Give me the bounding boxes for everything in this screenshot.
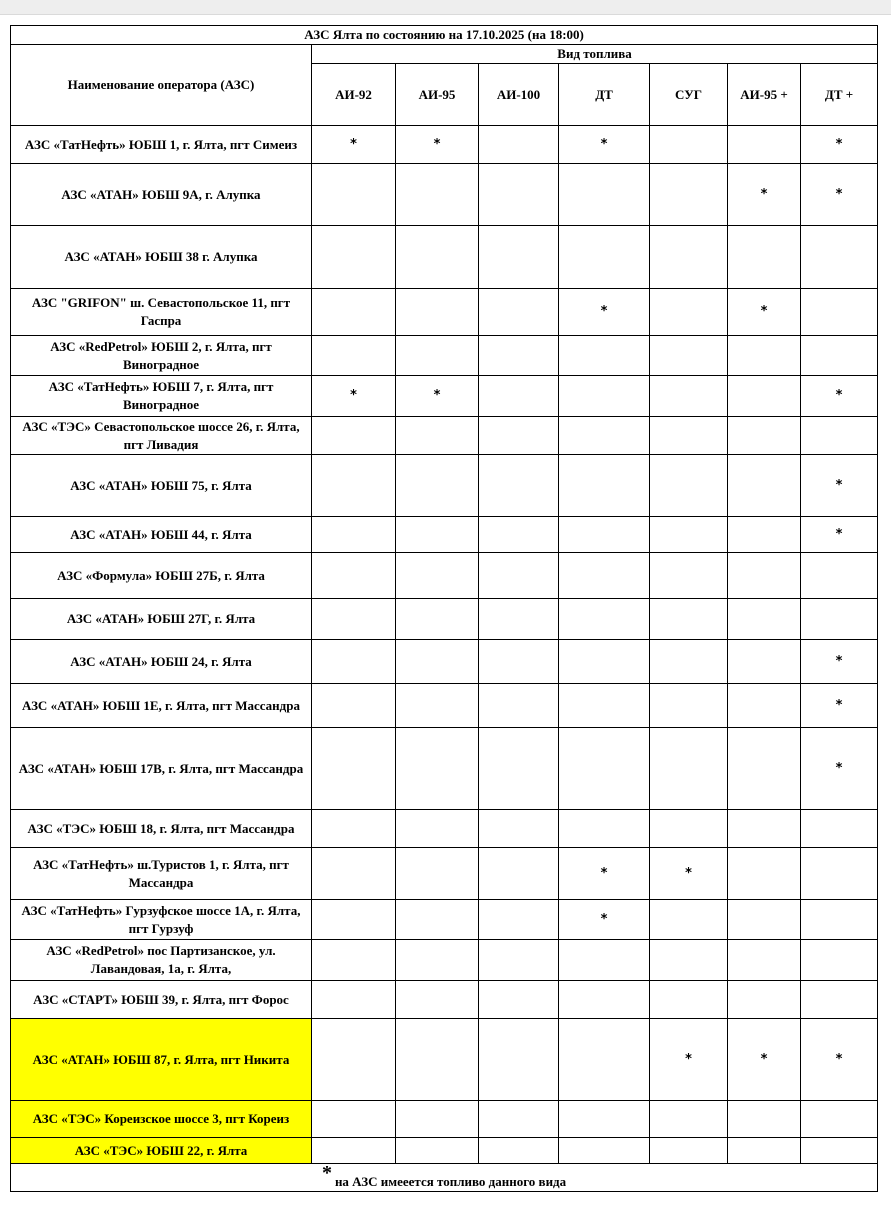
fuel-availability-cell xyxy=(396,336,479,376)
fuel-availability-cell xyxy=(312,553,396,599)
fuel-availability-cell xyxy=(559,455,650,517)
fuel-availability-cell: * xyxy=(801,640,878,684)
fuel-availability-cell xyxy=(396,940,479,981)
table-row xyxy=(11,1019,878,1101)
fuel-availability-cell xyxy=(801,599,878,640)
fuel-availability-cell xyxy=(801,900,878,940)
table-row xyxy=(11,848,878,900)
table-row xyxy=(11,640,878,684)
fuel-availability-cell: * xyxy=(396,126,479,164)
station-name-cell: АЗС «АТАН» ЮБШ 38 г. Алупка xyxy=(11,226,312,289)
fuel-availability-cell xyxy=(728,848,801,900)
fuel-availability-cell xyxy=(728,1101,801,1138)
fuel-availability-cell xyxy=(559,940,650,981)
fuel-availability-cell xyxy=(396,517,479,553)
fuel-availability-cell xyxy=(479,810,559,848)
fuel-availability-cell xyxy=(396,455,479,517)
fuel-availability-cell xyxy=(479,848,559,900)
fuel-availability-cell xyxy=(312,289,396,336)
fuel-type-group-header: Вид топлива xyxy=(312,45,878,64)
station-name-cell: АЗС «ТЭС» ЮБШ 18, г. Ялта, пгт Массандра xyxy=(11,810,312,848)
fuel-availability-cell xyxy=(728,455,801,517)
fuel-availability-cell: * xyxy=(312,376,396,417)
fuel-availability-cell xyxy=(396,1101,479,1138)
fuel-availability-cell xyxy=(559,810,650,848)
fuel-availability-cell: * xyxy=(801,517,878,553)
table-row xyxy=(11,455,878,517)
fuel-availability-cell: * xyxy=(559,289,650,336)
station-name-cell: АЗС «ТатНефть» ЮБШ 7, г. Ялта, пгт Виноградное xyxy=(11,376,312,417)
table-row xyxy=(11,289,878,336)
station-name-cell: АЗС «АТАН» ЮБШ 24, г. Ялта xyxy=(11,640,312,684)
fuel-availability-cell xyxy=(801,1138,878,1164)
fuel-availability-cell xyxy=(312,940,396,981)
fuel-availability-cell xyxy=(312,848,396,900)
fuel-availability-cell xyxy=(728,599,801,640)
station-name-cell: АЗС «АТАН» ЮБШ 1Е, г. Ялта, пгт Массандра xyxy=(11,684,312,728)
fuel-availability-cell xyxy=(479,417,559,455)
fuel-availability-cell xyxy=(312,981,396,1019)
fuel-availability-cell: * xyxy=(559,126,650,164)
station-name-cell: АЗС «АТАН» ЮБШ 87, г. Ялта, пгт Никита xyxy=(11,1019,312,1101)
fuel-column-header: ДТ + xyxy=(801,64,878,126)
stations-body xyxy=(11,126,878,1164)
fuel-availability-cell xyxy=(650,126,728,164)
fuel-availability-cell: * xyxy=(801,126,878,164)
fuel-availability-cell xyxy=(728,900,801,940)
fuel-availability-cell xyxy=(479,640,559,684)
fuel-availability-cell xyxy=(396,848,479,900)
fuel-availability-cell xyxy=(728,640,801,684)
table-row xyxy=(11,1138,878,1164)
fuel-column-header: АИ-92 xyxy=(312,64,396,126)
fuel-availability-cell: * xyxy=(396,376,479,417)
fuel-availability-cell xyxy=(650,164,728,226)
fuel-availability-cell xyxy=(650,455,728,517)
fuel-availability-cell xyxy=(728,981,801,1019)
table-row xyxy=(11,517,878,553)
operator-column-header: Наименование оператора (АЗС) xyxy=(11,45,312,126)
fuel-availability-cell xyxy=(801,940,878,981)
fuel-availability-cell xyxy=(650,1138,728,1164)
fuel-availability-cell: * xyxy=(650,1019,728,1101)
station-name-cell: АЗС «RedPetrol» ЮБШ 2, г. Ялта, пгт Виноградное xyxy=(11,336,312,376)
fuel-availability-cell xyxy=(728,226,801,289)
station-name-cell: АЗС «СТАРТ» ЮБШ 39, г. Ялта, пгт Форос xyxy=(11,981,312,1019)
fuel-availability-cell xyxy=(650,336,728,376)
fuel-availability-cell xyxy=(312,1138,396,1164)
fuel-availability-cell xyxy=(559,553,650,599)
fuel-availability-cell xyxy=(801,226,878,289)
footnote-text: на АЗС имееется топливо данного вида xyxy=(334,1174,567,1189)
fuel-availability-cell xyxy=(479,900,559,940)
fuel-availability-cell xyxy=(559,226,650,289)
fuel-availability-cell xyxy=(312,1101,396,1138)
fuel-availability-cell xyxy=(728,553,801,599)
station-name-cell: АЗС «ТатНефть» Гурзуфское шоссе 1А, г. Ялта, пгт Гурзуф xyxy=(11,900,312,940)
fuel-availability-cell xyxy=(479,1019,559,1101)
fuel-availability-cell xyxy=(650,417,728,455)
fuel-availability-cell: * xyxy=(801,1019,878,1101)
fuel-availability-cell xyxy=(650,981,728,1019)
fuel-availability-cell xyxy=(728,417,801,455)
table-row xyxy=(11,336,878,376)
fuel-availability-cell xyxy=(479,1138,559,1164)
fuel-availability-cell xyxy=(559,640,650,684)
fuel-availability-cell xyxy=(650,640,728,684)
fuel-availability-cell xyxy=(312,455,396,517)
fuel-availability-cell xyxy=(559,1019,650,1101)
fuel-column-header: ДТ xyxy=(559,64,650,126)
fuel-availability-cell xyxy=(396,1019,479,1101)
fuel-availability-cell: * xyxy=(312,126,396,164)
station-name-cell: АЗС «ТатНефть» ш.Туристов 1, г. Ялта, пгт Массандра xyxy=(11,848,312,900)
fuel-availability-cell xyxy=(479,599,559,640)
fuel-availability-cell xyxy=(559,164,650,226)
fuel-availability-cell xyxy=(650,599,728,640)
station-name-cell: АЗС «ТЭС» Кореизское шоссе 3, пгт Кореиз xyxy=(11,1101,312,1138)
fuel-availability-cell xyxy=(479,981,559,1019)
fuel-availability-cell xyxy=(396,640,479,684)
fuel-availability-cell xyxy=(650,553,728,599)
fuel-availability-cell xyxy=(801,981,878,1019)
fuel-availability-cell xyxy=(479,684,559,728)
table-row xyxy=(11,164,878,226)
fuel-availability-cell xyxy=(650,376,728,417)
fuel-availability-cell xyxy=(728,940,801,981)
fuel-availability-cell xyxy=(650,517,728,553)
fuel-availability-cell xyxy=(312,417,396,455)
fuel-availability-cell xyxy=(801,336,878,376)
fuel-availability-cell xyxy=(801,289,878,336)
station-name-cell: АЗС «ТЭС» ЮБШ 22, г. Ялта xyxy=(11,1138,312,1164)
fuel-availability-cell xyxy=(650,900,728,940)
table-row xyxy=(11,417,878,455)
fuel-availability-cell: * xyxy=(728,1019,801,1101)
fuel-availability-cell xyxy=(479,940,559,981)
table-row xyxy=(11,1101,878,1138)
fuel-column-header: АИ-100 xyxy=(479,64,559,126)
fuel-availability-cell xyxy=(479,1101,559,1138)
fuel-availability-cell xyxy=(801,1101,878,1138)
fuel-availability-cell xyxy=(396,599,479,640)
table-row xyxy=(11,599,878,640)
fuel-availability-cell xyxy=(559,728,650,810)
fuel-availability-cell xyxy=(479,336,559,376)
fuel-availability-cell xyxy=(479,517,559,553)
fuel-availability-cell xyxy=(396,684,479,728)
fuel-availability-cell xyxy=(728,1138,801,1164)
station-name-cell: АЗС «АТАН» ЮБШ 75, г. Ялта xyxy=(11,455,312,517)
fuel-availability-cell xyxy=(801,810,878,848)
fuel-availability-cell xyxy=(396,900,479,940)
table-row xyxy=(11,553,878,599)
fuel-availability-cell xyxy=(396,728,479,810)
fuel-availability-cell xyxy=(312,599,396,640)
station-name-cell: АЗС «АТАН» ЮБШ 9А, г. Алупка xyxy=(11,164,312,226)
fuel-availability-cell xyxy=(559,417,650,455)
fuel-availability-cell: * xyxy=(801,684,878,728)
fuel-availability-cell xyxy=(396,289,479,336)
fuel-availability-cell xyxy=(396,553,479,599)
fuel-availability-cell xyxy=(801,417,878,455)
fuel-availability-cell xyxy=(728,126,801,164)
station-name-cell: АЗС «АТАН» ЮБШ 44, г. Ялта xyxy=(11,517,312,553)
fuel-availability-cell xyxy=(312,810,396,848)
fuel-availability-cell xyxy=(650,940,728,981)
fuel-availability-cell xyxy=(479,164,559,226)
table-row xyxy=(11,940,878,981)
fuel-availability-cell xyxy=(559,336,650,376)
fuel-availability-cell: * xyxy=(728,289,801,336)
fuel-availability-cell xyxy=(396,417,479,455)
fuel-availability-cell xyxy=(312,900,396,940)
fuel-availability-cell: * xyxy=(801,164,878,226)
fuel-availability-cell xyxy=(650,684,728,728)
table-title: АЗС Ялта по состоянию на 17.10.2025 (на 18:00) xyxy=(11,26,878,45)
footnote-symbol: * xyxy=(321,1163,332,1184)
fuel-availability-cell xyxy=(650,289,728,336)
table-row xyxy=(11,810,878,848)
fuel-availability-cell xyxy=(559,1101,650,1138)
fuel-availability-cell xyxy=(396,1138,479,1164)
fuel-availability-cell xyxy=(801,848,878,900)
fuel-availability-cell xyxy=(312,517,396,553)
table-row xyxy=(11,376,878,417)
fuel-availability-cell xyxy=(728,810,801,848)
fuel-availability-cell xyxy=(479,455,559,517)
station-name-cell: АЗС «Формула» ЮБШ 27Б, г. Ялта xyxy=(11,553,312,599)
fuel-availability-cell xyxy=(728,684,801,728)
station-name-cell: АЗС «АТАН» ЮБШ 27Г, г. Ялта xyxy=(11,599,312,640)
footnote xyxy=(11,1164,878,1192)
fuel-availability-cell xyxy=(312,1019,396,1101)
fuel-availability-cell xyxy=(396,226,479,289)
fuel-availability-cell: * xyxy=(559,848,650,900)
fuel-availability-cell: * xyxy=(559,900,650,940)
fuel-availability-cell xyxy=(312,684,396,728)
station-name-cell: АЗС «ТатНефть» ЮБШ 1, г. Ялта, пгт Симеиз xyxy=(11,126,312,164)
fuel-availability-cell xyxy=(312,164,396,226)
fuel-availability-table xyxy=(10,25,878,1192)
fuel-availability-cell: * xyxy=(801,376,878,417)
table-row xyxy=(11,126,878,164)
fuel-availability-cell xyxy=(801,553,878,599)
table-row xyxy=(11,684,878,728)
table-row xyxy=(11,981,878,1019)
fuel-availability-cell xyxy=(650,810,728,848)
fuel-availability-cell xyxy=(479,226,559,289)
fuel-availability-cell xyxy=(559,1138,650,1164)
fuel-availability-cell xyxy=(479,553,559,599)
table-row xyxy=(11,728,878,810)
viewer-top-bar xyxy=(0,0,891,15)
fuel-availability-cell xyxy=(396,164,479,226)
fuel-column-header: АИ-95 xyxy=(396,64,479,126)
fuel-availability-cell xyxy=(559,684,650,728)
station-name-cell: АЗС «ТЭС» Севастопольское шоссе 26, г. Ялта, пгт Ливадия xyxy=(11,417,312,455)
fuel-availability-cell xyxy=(312,640,396,684)
fuel-availability-cell xyxy=(728,376,801,417)
fuel-availability-cell xyxy=(479,728,559,810)
fuel-availability-cell: * xyxy=(801,728,878,810)
fuel-availability-cell xyxy=(559,599,650,640)
fuel-availability-cell xyxy=(728,728,801,810)
fuel-availability-cell xyxy=(312,728,396,810)
fuel-availability-cell xyxy=(559,376,650,417)
fuel-availability-cell xyxy=(728,336,801,376)
fuel-availability-cell xyxy=(650,728,728,810)
fuel-availability-cell xyxy=(559,981,650,1019)
fuel-availability-cell: * xyxy=(801,455,878,517)
fuel-column-header: СУГ xyxy=(650,64,728,126)
table-row xyxy=(11,900,878,940)
fuel-availability-cell xyxy=(479,376,559,417)
station-name-cell: АЗС «АТАН» ЮБШ 17В, г. Ялта, пгт Массандра xyxy=(11,728,312,810)
fuel-availability-cell xyxy=(650,226,728,289)
fuel-column-header: АИ-95 + xyxy=(728,64,801,126)
fuel-availability-cell: * xyxy=(650,848,728,900)
fuel-availability-cell xyxy=(396,810,479,848)
table-row xyxy=(11,226,878,289)
fuel-availability-cell xyxy=(396,981,479,1019)
station-name-cell: АЗС «RedPetrol» пос Партизанское, ул. Лавандовая, 1а, г. Ялта, xyxy=(11,940,312,981)
fuel-availability-cell xyxy=(479,289,559,336)
fuel-availability-cell xyxy=(312,226,396,289)
fuel-availability-cell xyxy=(479,126,559,164)
station-name-cell: АЗС "GRIFON" ш. Севастопольское 11, пгт Гаспра xyxy=(11,289,312,336)
fuel-availability-cell xyxy=(312,336,396,376)
fuel-availability-cell xyxy=(728,517,801,553)
fuel-availability-cell xyxy=(559,517,650,553)
fuel-availability-cell: * xyxy=(728,164,801,226)
fuel-availability-cell xyxy=(650,1101,728,1138)
